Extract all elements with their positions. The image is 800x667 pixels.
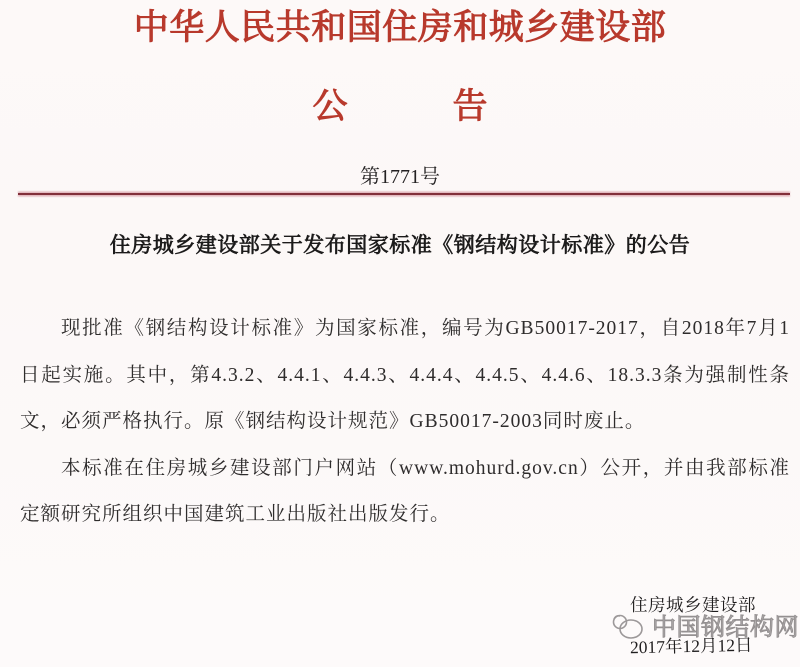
signature-date: 2017年12月12日 xyxy=(629,634,753,658)
announcement-body xyxy=(20,306,790,539)
ministry-title: 中华人民共和国住房和城乡建设部 xyxy=(133,8,667,47)
signature-issuer: 住房城乡建设部 xyxy=(630,595,756,615)
notice-title: 公 告 xyxy=(312,87,488,126)
divider-line xyxy=(18,193,790,195)
notice-number: 第1771号 xyxy=(360,166,440,188)
body-paragraph-1: 现批准《钢结构设计标准》为国家标准，编号为GB50017-2017，自2018年7月1日起实施。其中，第4.3.2、4.4.1、4.4.3、4.4.4、4.4.5、4.4.6、18.3.3条为强制性条文，必须严格执行。原《钢结构设计规范》GB50017-2003同时废止。 xyxy=(20,318,790,432)
site-name-text: 中国钢结构网 xyxy=(652,614,799,641)
announcement-subject: 住房城乡建设部关于发布国家标准《钢结构设计标准》的公告 xyxy=(109,234,691,257)
body-paragraph-2: 本标准在住房城乡建设部门户网站（www.mohurd.gov.cn）公开，并由我部标准定额研究所组织中国建筑工业出版社出版发行。 xyxy=(20,457,790,525)
